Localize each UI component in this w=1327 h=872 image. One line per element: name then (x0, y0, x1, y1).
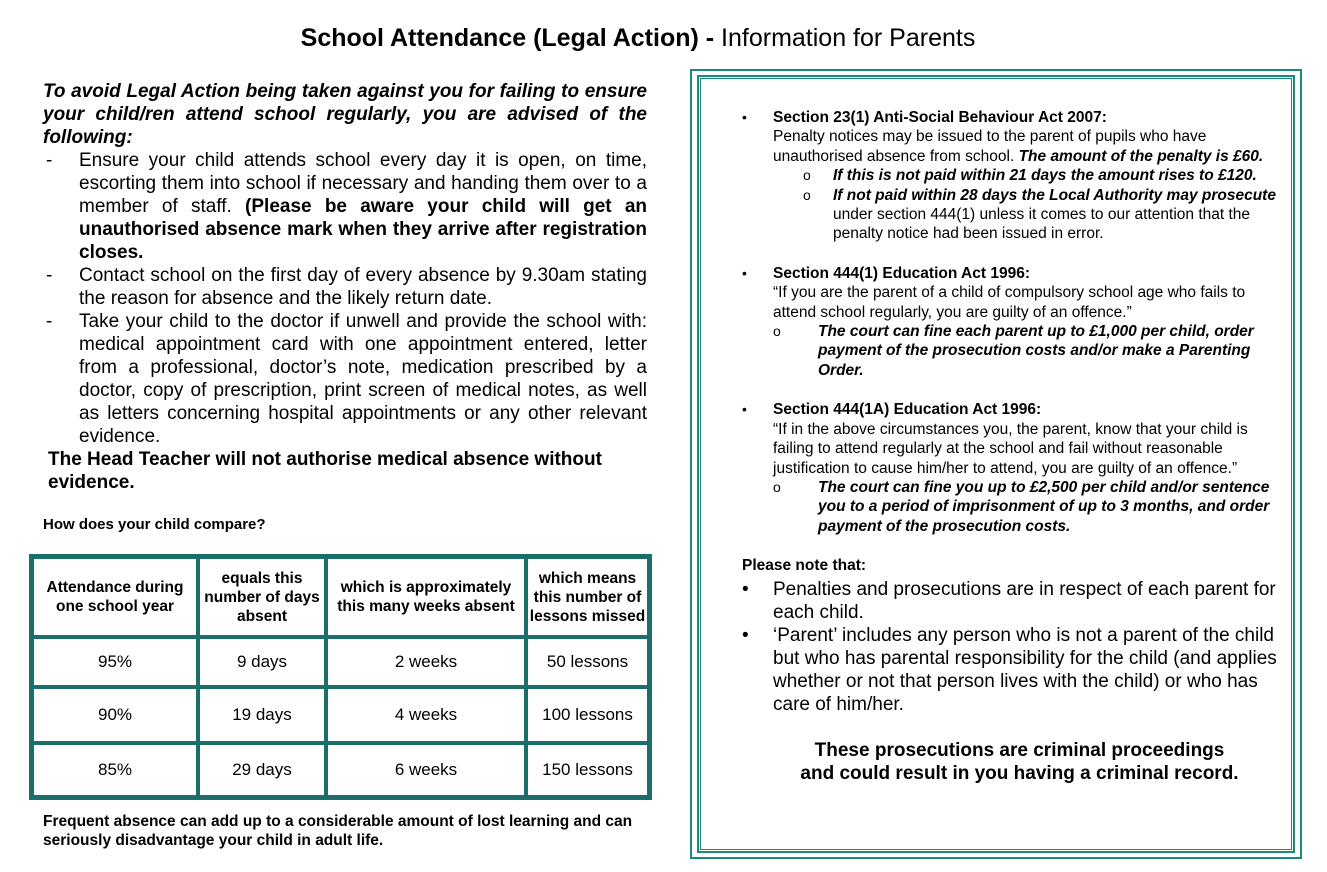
table-cell: 95% (32, 637, 198, 687)
dash-marker: - (46, 311, 53, 332)
section-subitem (773, 322, 1287, 380)
notes-list (742, 578, 1287, 716)
bullet-marker: • (742, 624, 749, 646)
subitem-bold: If this is not paid within 21 days the amount rises to £120. (833, 167, 1257, 185)
circle-marker: o (773, 478, 781, 495)
table-cell: 50 lessons (526, 637, 649, 687)
section-text: “If in the above circumstances you, the parent, know that your child is failing to attend regularly at the school and fail without reasonable justification to cause him/her to attend, you are guilty of an offence.” (773, 420, 1248, 477)
bullet-marker: • (742, 401, 747, 418)
title-bold: School Attendance (Legal Action) - (300, 24, 715, 52)
section-heading: Section 444(1A) Education Act 1996: (773, 401, 1042, 419)
circle-marker: o (803, 167, 811, 184)
advice-item (43, 310, 647, 448)
table-header-row (32, 557, 649, 637)
table-cell: 9 days (198, 637, 326, 687)
bullet-marker: • (742, 264, 747, 281)
compare-question: How does your child compare? (43, 516, 266, 533)
legal-section (742, 400, 1287, 536)
advice-item (43, 264, 647, 310)
table-cell: 4 weeks (326, 687, 526, 743)
column-header: Attendance during one school year (32, 557, 198, 637)
section-bold: The amount of the penalty is £60. (1018, 147, 1264, 165)
note-item (742, 624, 1287, 716)
warning-line: and could result in you having a criminal record. (800, 762, 1239, 784)
page-title (0, 24, 1276, 53)
section-subitem (773, 186, 1287, 244)
table-row (32, 687, 649, 743)
dash-marker: - (46, 150, 53, 171)
subitem-bold: The court can fine each parent up to £1,000 per child, order payment of the prosecution costs and/or make a Parenting Order. (818, 323, 1254, 379)
legal-section (742, 108, 1287, 244)
warning-line: These prosecutions are criminal proceedings (814, 739, 1225, 761)
table-cell: 29 days (198, 743, 326, 797)
section-subitem (773, 166, 1287, 185)
advice-list (43, 149, 647, 448)
title-rest: Information for Parents (721, 24, 976, 52)
column-header: which is approximately this many weeks absent (326, 557, 526, 637)
criminal-warning (742, 739, 1287, 785)
section-heading: Section 444(1) Education Act 1996: (773, 264, 1030, 282)
advice-item (43, 149, 647, 264)
left-column (43, 80, 647, 494)
subitem-text: under section 444(1) unless it comes to our attention that the penalty notice had been issued in error. (833, 206, 1251, 243)
table-cell: 85% (32, 743, 198, 797)
bullet-marker: • (742, 578, 749, 600)
attendance-table (29, 554, 652, 800)
column-header: which means this number of lessons missed (526, 557, 649, 637)
advice-text: Take your child to the doctor if unwell and provide the school with: medical appointment card with one appointment entered, letter from a professional, doctor’s note, medication prescribed by a doctor, copy of prescription, print screen of medical notes, as well as letters concerning hospital appointments or any other relevant evidence. (79, 311, 647, 447)
dash-marker: - (46, 265, 53, 286)
table-cell: 100 lessons (526, 687, 649, 743)
please-note-heading: Please note that: (742, 557, 867, 575)
table-cell: 2 weeks (326, 637, 526, 687)
subitem-bold: If not paid within 28 days the Local Authority may prosecute (833, 186, 1276, 204)
subitem-bold: The court can fine you up to £2,500 per child and/or sentence you to a period of imprisonment of up to 3 months, and order payment of the prosecution costs. (818, 478, 1270, 535)
note-text: ‘Parent’ includes any person who is not a parent of the child but who has parental responsibility for the child (and applies whether or not that person lives with the child) or who has care of him/her. (773, 624, 1277, 715)
table-row (32, 637, 649, 687)
circle-marker: o (803, 186, 811, 203)
note-text: Penalties and prosecutions are in respect of each parent for each child. (773, 578, 1276, 623)
table-cell: 6 weeks (326, 743, 526, 797)
column-header: equals this number of days absent (198, 557, 326, 637)
table-cell: 90% (32, 687, 198, 743)
legal-box (742, 108, 1287, 785)
section-subitem (773, 478, 1287, 536)
section-text: “If you are the parent of a child of compulsory school age who fails to attend school regularly, you are guilty of an offence.” (773, 284, 1246, 321)
bottom-note: Frequent absence can add up to a considerable amount of lost learning and can seriously disadvantage your child in adult life. (43, 813, 633, 849)
section-heading: Section 23(1) Anti-Social Behaviour Act 2007: (773, 109, 1107, 126)
advice-text: Contact school on the first day of every absence by 9.30am stating the reason for absence and the likely return date. (79, 265, 647, 309)
advice-bold: (Please be aware your child will get an unauthorised absence mark when they arrive after registration closes. (79, 196, 648, 263)
section-text: Penalty notices may be issued to the parent of pupils who have unauthorised absence from school. (773, 128, 1207, 165)
table-row (32, 743, 649, 797)
intro-text: To avoid Legal Action being taken against you for failing to ensure your child/ren attend school regularly, you are advised of the following: (43, 81, 647, 148)
head-teacher-note: The Head Teacher will not authorise medical absence without evidence. (48, 449, 602, 493)
table-cell: 19 days (198, 687, 326, 743)
circle-marker: o (773, 323, 781, 340)
legal-section (742, 264, 1287, 380)
table-cell: 150 lessons (526, 743, 649, 797)
advice-text: Ensure your child attends school every day it is open, on time, escorting them into school if necessary and handing them over to a member of staff. (79, 150, 647, 217)
bullet-marker: • (742, 109, 747, 125)
note-item (742, 578, 1287, 624)
